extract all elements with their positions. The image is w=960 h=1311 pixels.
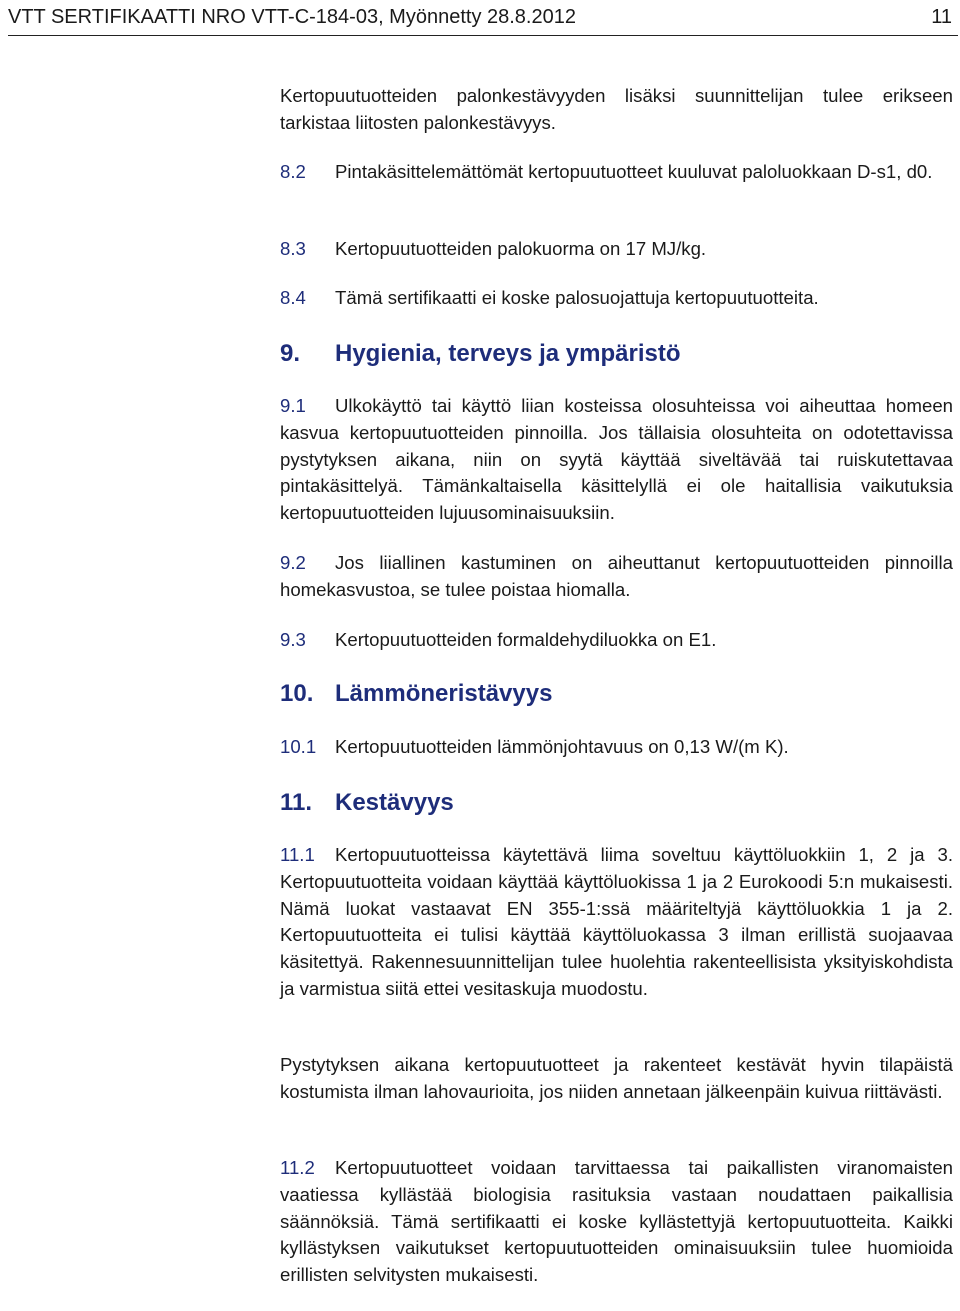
section-text: Kertopuutuotteiden lämmönjohtavuus on 0,13 W/(m K). (335, 736, 789, 757)
section-number-chapter: 10. (280, 736, 306, 757)
section-number (280, 842, 335, 869)
section-number (280, 550, 335, 577)
section-number (280, 734, 335, 761)
heading-10 (280, 679, 552, 709)
section-number-chapter: 8. (280, 287, 296, 308)
heading-title: Kestävyys (335, 789, 454, 816)
section-number-chapter: 9. (280, 629, 296, 650)
section-text: Tämä sertifikaatti ei koske palosuojattuja kertopuutuotteita. (335, 287, 819, 308)
section-number-chapter: 9. (280, 552, 296, 573)
section-text: Ulkokäyttö tai käyttö liian kosteissa olosuhteissa voi aiheuttaa homeen kasvua kertopuutuotteiden pinnoilla. Jos tällaisia olosuhteita on odotettavissa pystytyksen aikana, niin on syytä käyttää siveltävää tai ruiskutettavaa pintakäsittelyä. Tämänkaltaisella käsittelyllä ei ole haitallisia vaikutuksia kertopuutuotteiden lujuusominaisuuksiin. (280, 395, 953, 524)
section-text: Pintakäsittelemättömät kertopuutuotteet kuuluvat paloluokkaan D-s1, d0. (335, 161, 933, 182)
header-title: VTT SERTIFIKAATTI NRO VTT-C-184-03, Myönnetty 28.8.2012 (8, 5, 576, 28)
heading-number: 9. (280, 340, 301, 367)
page-number: 11 (931, 5, 952, 28)
section-number-chapter: 11. (280, 844, 305, 865)
section-8-3 (280, 236, 953, 263)
section-number (280, 393, 335, 420)
section-text: Pystytyksen aikana kertopuutuotteet ja rakenteet kestävät hyvin tilapäistä kostumista ilman lahovaurioita, jos niiden annetaan jälkeenpäin kuivua riittävästi. (280, 1054, 953, 1102)
section-text: Kertopuutuotteiden palokuorma on 17 MJ/kg. (335, 238, 707, 259)
section-8-4 (280, 285, 953, 312)
section-10-1 (280, 734, 953, 761)
heading-9 (280, 339, 681, 369)
header-rule (8, 35, 958, 36)
section-number (280, 627, 335, 654)
section-9-1 (280, 393, 953, 527)
section-11-2 (280, 1155, 953, 1289)
section-number-sub: 1 (295, 395, 306, 416)
section-8-2 (280, 159, 953, 186)
section-11-1-continued (280, 1052, 953, 1106)
section-11-1 (280, 842, 953, 1003)
section-number-sub: 1 (305, 736, 317, 757)
section-number-sub: 3 (295, 238, 306, 259)
section-number (280, 1155, 335, 1182)
section-number-sub: 2 (295, 161, 306, 182)
section-number-sub: 2 (295, 552, 306, 573)
intro-paragraph (280, 83, 953, 137)
section-text: Kertopuutuotteiden formaldehydiluokka on E1. (335, 629, 717, 650)
section-9-3 (280, 627, 953, 654)
section-number (280, 159, 335, 186)
heading-title: Lämmöneristävyys (335, 680, 553, 707)
heading-title: Hygienia, terveys ja ympäristö (335, 340, 681, 367)
section-number-sub: 1 (304, 844, 315, 865)
section-text: Kertopuutuotteissa käytettävä liima soveltuu käyttöluokkiin 1, 2 ja 3. Kertopuutuotteita voidaan käyttää käyttöluokissa 1 ja 2 Eurokoodi 5:n mukaisesti. Nämä luokat vastaavat EN 355-1:ssä määriteltyjä käyttöluokkia 1 ja 2. Kertopuutuotteita ei tulisi käyttää käyttöluokassa 3 ilman erillistä suojaavaa käsitettyä. Rakennesuunnittelijan tulee huolehtia rakenteellisista yksityiskohdista ja varmistua siitä ettei vesitaskuja muodostu. (280, 844, 953, 999)
section-number-sub: 2 (304, 1157, 315, 1178)
section-number (280, 285, 335, 312)
section-number (280, 236, 335, 263)
section-9-2 (280, 550, 953, 604)
heading-number: 11. (280, 789, 313, 816)
section-number-sub: 4 (295, 287, 306, 308)
heading-number: 10. (280, 680, 314, 707)
section-number-chapter: 8. (280, 238, 296, 259)
section-number-sub: 3 (295, 629, 306, 650)
section-number-chapter: 9. (280, 395, 296, 416)
section-number-chapter: 11. (280, 1157, 305, 1178)
intro-text: Kertopuutuotteiden palonkestävyyden lisäksi suunnittelijan tulee erikseen tarkistaa liitosten palonkestävyys. (280, 85, 953, 133)
section-number-chapter: 8. (280, 161, 296, 182)
section-text: Jos liiallinen kastuminen on aiheuttanut kertopuutuotteiden pinnoilla homekasvustoa, se tulee poistaa hiomalla. (280, 552, 953, 600)
heading-11 (280, 788, 454, 818)
page-header (8, 2, 952, 32)
section-text: Kertopuutuotteet voidaan tarvittaessa tai paikallisten viranomaisten vaatiessa kyllästää biologisia rasituksia vastaan noudattaen paikallisia säännöksiä. Tämä sertifikaatti ei koske kyllästettyjä kertopuutuotteita. Kaikki kyllästyksen vaikutukset kertopuutuotteiden ominaisuuksiin tulee huomioida erillisten selvitysten mukaisesti. (280, 1157, 953, 1286)
